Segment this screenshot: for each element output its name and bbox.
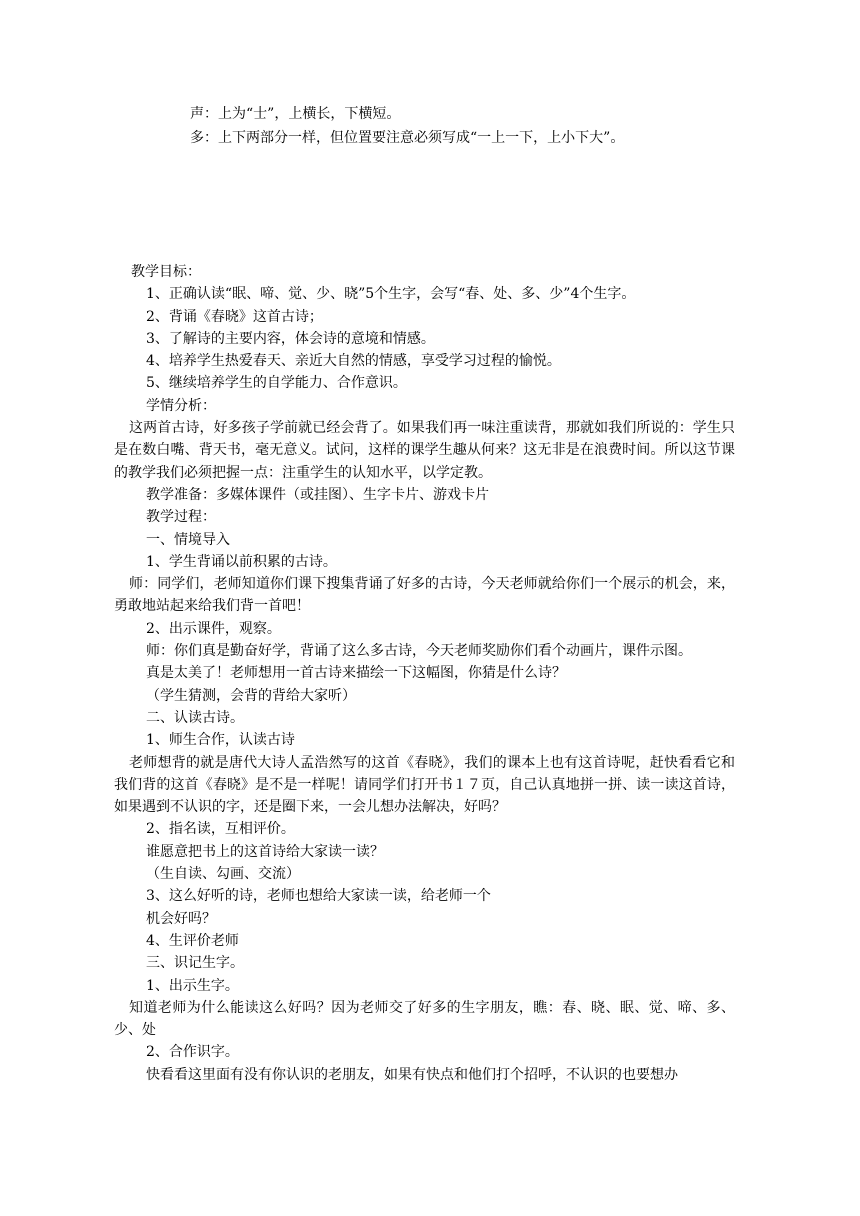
goal-5: 5、继续培养学生的自学能力、合作意识。 (146, 375, 407, 392)
goal-4: 4、培养学生热爱春天、亲近大自然的情感，享受学习过程的愉悦。 (146, 353, 561, 370)
lesson-plan-body (114, 261, 735, 1086)
teaching-prep: 教学准备：多媒体课件（或挂图）、生字卡片、游戏卡片 (146, 486, 489, 503)
analysis-body: 这两首古诗，好多孩子学前就已经会背了。如果我们再一味注重读背，那就如我们所说的：学生只是在数白嘴、背天书，毫无意义。试问，这样的课学生趣从何来？这无非是在浪费时间。所以这节课的教学我们必须把握一点：注重学生的认知水平，以学定教。 (114, 420, 735, 481)
goal-3: 3、了解诗的主要内容，体会诗的意境和情感。 (146, 330, 435, 347)
note-duo: 多：上下两部分一样，但位置要注意必须写成“一上一下，上小下大”。 (190, 130, 625, 146)
section-3-step-2: 2、合作识字。 (146, 1044, 239, 1061)
section-3-step-1: 1、出示生字。 (146, 977, 239, 994)
section-2-step-2: 2、指名读，互相评价。 (146, 821, 295, 838)
section-1-step-1: 1、学生背诵以前积累的古诗。 (146, 553, 337, 570)
section-2-body: 老师想背的就是唐代大诗人孟浩然写的这首《春晓》，我们的课本上也有这首诗呢，赶快看看它和我们背的这首《春晓》是不是一样呢！请同学们打开书１７页，自己认真地拼一拼、读一读这首诗，如果遇到不认识的字，还是圈下来，一会儿想办法解决，好吗？ (114, 754, 735, 816)
section-2-self-read: （生自读、勾画、交流） (146, 866, 300, 883)
goal-2: 2、背诵《春晓》这首古诗； (146, 308, 323, 325)
section-2-step-4: 4、生评价老师 (146, 932, 239, 949)
section-1-teacher-1: 师：同学们，老师知道你们课下搜集背诵了好多的古诗，今天老师就给你们一个展示的机会，来，勇敢地站起来给我们背一首吧！ (114, 576, 735, 615)
section-3-body: 知道老师为什么能读这么好吗？因为老师交了好多的生字朋友，瞧：春、晓、眠、觉、啼、多、少、处 (114, 999, 735, 1039)
teaching-goals-heading: 教学目标： (131, 264, 201, 280)
analysis-heading: 学情分析： (146, 397, 216, 414)
goal-1: 1、正确认读“眠、啼、觉、少、晓”5个生字，会写“春、处、多、少”4个生字。 (146, 286, 636, 303)
section-1-title: 一、情境导入 (146, 531, 230, 548)
section-1-step-2: 2、出示课件，观察。 (146, 620, 281, 637)
section-2-title: 二、认读古诗。 (146, 709, 244, 726)
section-1-beautiful: 真是太美了！老师想用一首古诗来描绘一下这幅图，你猜是什么诗？ (146, 665, 566, 682)
section-2-step-3b: 机会好吗？ (146, 910, 216, 927)
section-2-who: 谁愿意把书上的这首诗给大家读一读？ (146, 843, 384, 860)
section-1-guess: （学生猜测，会背的背给大家听） (146, 687, 356, 704)
section-2-step-1: 1、师生合作，认读古诗 (146, 732, 295, 749)
process-heading: 教学过程： (146, 509, 216, 526)
section-3-title: 三、识记生字。 (146, 955, 244, 972)
section-1-teacher-2: 师：你们真是勤奋好学，背诵了这么多古诗，今天老师奖励你们看个动画片，课件示图。 (146, 643, 692, 660)
stroke-notes (190, 102, 750, 150)
section-3-last: 快看看这里面有没有你认识的老朋友，如果有快点和他们打个招呼，不认识的也要想办 (146, 1066, 678, 1083)
note-sheng: 声：上为“士”，上横长，下横短。 (190, 106, 401, 122)
section-2-step-3a: 3、这么好听的诗，老师也想给大家读一读，给老师一个 (146, 888, 491, 905)
